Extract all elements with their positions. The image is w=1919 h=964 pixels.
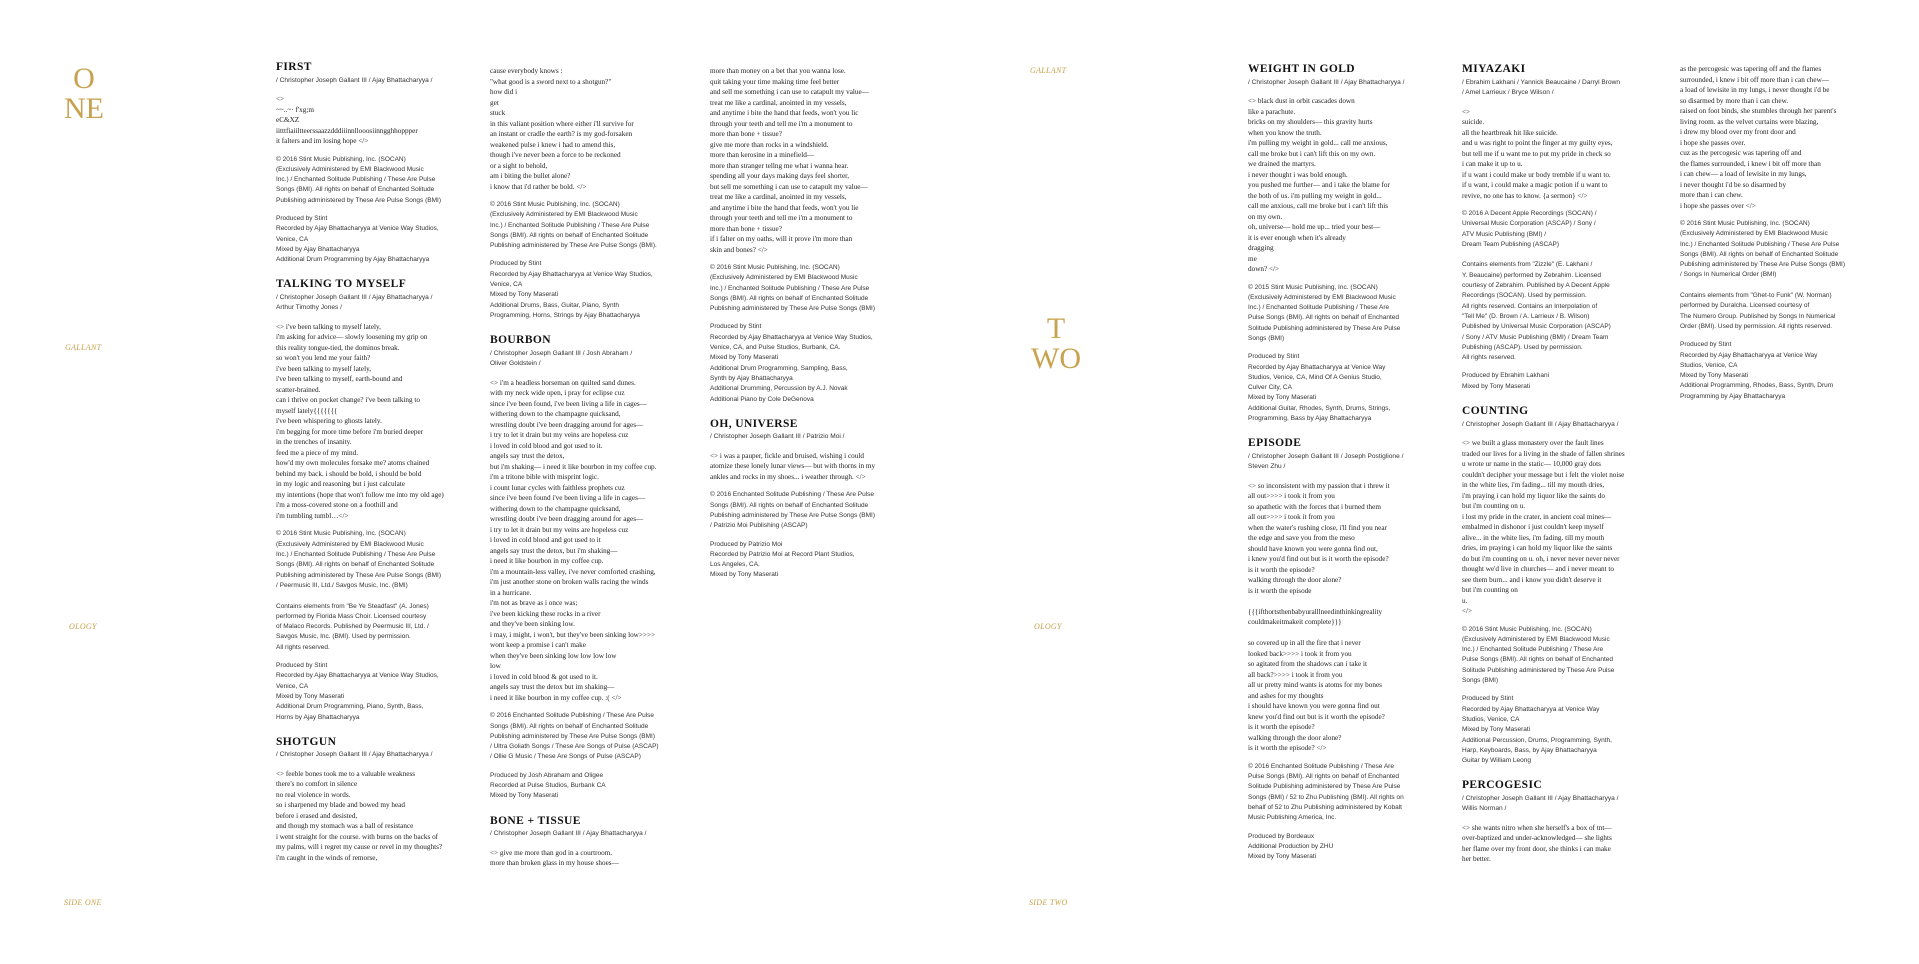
- song-publishing: © 2016 A Decent Apple Recordings (SOCAN) / Universal Music Corporation (ASCAP) / Sony / ATV Music Publishing (BMI) / Dream Team Publishing (ASCAP) Contains elements from "Zizzle" (E. Lakhani / Y. Beaucaine) performed by Zebrahim. Licensed courtesy of Zebrahim. Published by A Decent Apple Recordings (SOCAN). Used by permission. All rights reserved. Contains an Interpolation of "Tell Me" (D. Brown / A. Larrieux / B. Wilson) Published by Universal Music Corporation (ASCAP) / Sony / ATV Music Publishing (BMI) / Dream Team Publishing (ASCAP). Used by permission. All rights reserved.: [1462, 210, 1611, 362]
- song-lyrics: as the percogesic was tapering off and the flames surrounded, i knew i bit off more than i can chew— a load of lewisite in my lungs, i never thought i'd be so disarmed by more than i can chew. raised on foot binds, she stumbles through her parent's living room. as the velvet curtains were blazing, i drew my blood over my front door and i hope she passes over. cuz as the percogesic was tapering off and the flames surrounded, i knew i bit off more than i can chew— a load of lewisite in my lungs, i never thought i'd be so disarmed by more than i can chew. i hope she passes over </>: [1680, 65, 1837, 210]
- song-production: Produced by Stint Recorded by Ajay Bhattacharyya at Venice Way Studios, Venice, CA Mixed by Tony Maserati Additional Percussion, Drums, Programming, Synth, Harp, Keyboards, Bass, by Ajay Bhattacharyya Guitar by William Leong: [1462, 695, 1612, 765]
- song-publishing: © 2016 Enchanted Solitude Publishing / These Are Pulse Songs (BMI). All rights on behalf of Enchanted Solitude Publishing administered by These Are Pulse Songs (BMI) / Patrizio Moi Publishing (ASCAP): [710, 491, 875, 530]
- song-publishing: © 2016 Stint Music Publishing, Inc. (SOCAN) (Exclusively Administered by EMI Blackwood Music Inc.) / Enchanted Solitude Publishing / These Are Pulse Songs (BMI). All rights on behalf of Enchanted Solitude Publishing administered by These Are Pulse Songs (BMI).: [490, 201, 657, 250]
- song-publishing: © 2015 Stint Music Publishing, Inc. (SOCAN) (Exclusively Administered by EMI Blackwood Music Inc.) / Enchanted Solitude Publishing / These Are Pulse Songs (BMI). All rights on behalf of Enchanted Solitude Publishing administered by These Are Pulse Songs (BMI): [1248, 283, 1401, 342]
- song-production: Produced by Patrizio Moi Recorded by Patrizio Moi at Record Plant Studios, Los Angeles, CA. Mixed by Tony Maserati: [710, 540, 855, 579]
- song-production: Produced by Stint Recorded by Ajay Bhattacharyya at Venice Way Studios, Venice, CA Mixed by Tony Maserati Additional Drum Programming, Piano, Synth, Bass, Horns by Ajay Bhattacharyya: [276, 662, 439, 721]
- song-lyrics: <> we built a glass monastery over the fault lines traded our lives for a living in the shade of fallen shrines u wrote ur name in the static— 10,000 gray dots couldn't decipher your message but i felt the violet noise in the white lies, i'm fading... till my mouth dries, i'm praying i can hold my liquor like the saints do but i'm counting on u. i lost my pride in the crater, in ancient coal mines— embalmed in dishonor i just couldn't keep myself alive... in the white lies, i'm fading. till my mouth dries, im praying i can hold my liquor like the saints do but i'm counting on u. oh, i never never never never thought we'd live in churches— and i never meant to see them burn... and i know you didn't deserve it but i'm counting on u. </>: [1462, 439, 1625, 616]
- song-weight-in-gold: [1248, 64, 1443, 424]
- column-2: [490, 66, 685, 883]
- song-lyrics: <> ~~..~· f'xg;m eC&XZ iitttfiaiiltteerssaazzdddiiinnllooosiinngghhoppper it falters and im losing hope </>: [276, 95, 418, 145]
- song-bone-tissue: [490, 816, 685, 869]
- song-lyrics: <> give me more than god in a courtroom. more than broken glass in my house shoes—: [490, 848, 619, 868]
- song-lyrics: <> i've been talking to myself lately, i'm asking for advice— slowly loosening my grip on this reality tongue-tied, the dominos break. so won't you lend me your faith? i've been talking to myself lately, i've been talking to myself, earth-bound and scatter-brained. can i thrive on pocket change? i've been talking to myself lately{{{{{{{ i've been whispering to ghosts lately. i'm begging for more time before i'm buried deeper in the trenches of insanity. feed me a piece of my mind. how'd my own molecules forsake me? atoms chained behind my back. i should be bold, i should be bold in my logic and reasoning but i just calculate my intentions (hope that won't follow me into my old age) i'm a moss-covered stone on a foothill and i'm tumbling tumbl…</>: [276, 322, 444, 520]
- song-title: FIRST: [276, 61, 312, 73]
- column-6: [1680, 64, 1885, 416]
- song-production: Produced by Bordeaux Additional Production by ZHU Mixed by Tony Maserati: [1248, 832, 1334, 861]
- song-publishing: © 2016 Enchanted Solitude Publishing / These Are Pulse Songs (BMI). All rights on behalf of Enchanted Solitude Publishing administered by These Are Pulse Songs (BMI) / 52 to Zhu Publishing (BMI). All rights on behalf of 52 to Zhu Publishing administered by Kobalt Music Publishing America, Inc.: [1248, 762, 1404, 822]
- song-publishing: © 2016 Enchanted Solitude Publishing / These Are Pulse Songs (BMI). All rights on behalf of Enchanted Solitude Publishing administered by These Are Pulse Songs (BMI) / Ultra Goliath Songs / These Are Songs of Pulse (ASCAP) / Ollie G Music / These Are Songs of Pulse (ASCAP): [490, 712, 659, 761]
- song-lyrics: <> suicide. all the heartbreak hit like suicide. and u was right to point the finger at my guilty eyes, but tell me if u want me to put my pride in check so i can make it up to u. if u want i could make ur body tremble if u want to. if u want, i could make a magic potion if u want to revive, no one has to know. {a sermon} </>: [1462, 107, 1613, 200]
- song-production: Produced by Stint Recorded by Ajay Bhattacharyya at Venice Way Studios, Venice, CA Mixed by Tony Maserati Additional Drums, Bass, Guitar, Piano, Synth Programming, Horns, Strings by Ajay Bhattacharyya: [490, 260, 653, 319]
- song-title: BOURBON: [490, 334, 551, 347]
- song-shotgun-continued: [490, 66, 685, 321]
- song-production: Produced by Josh Abraham and Oligee Recorded at Pulse Studios, Burbank CA Mixed by Tony Maserati: [490, 771, 606, 800]
- side-one-title-ne: NE: [64, 92, 104, 125]
- song-writers: / Christopher Joseph Gallant III / Ajay Bhattacharyya /: [490, 830, 647, 838]
- song-percogesic: [1462, 780, 1657, 865]
- song-lyrics: <> feeble bones took me to a valuable weakness there's no comfort in silence no real violence in words. so i sharpened my blade and bowed my head before i erased and desisted, and though my stomach was a ball of resistance i went straight for the course. with burns on the backs of my palms, will i regret my cause or revel in my thoughts? i'm caught in the winds of remorse,: [276, 769, 443, 862]
- song-shotgun: [276, 737, 471, 864]
- song-publishing: © 2016 Stint Music Publishing, Inc. (SOCAN) (Exclusively Administered by EMI Blackwood Music Inc.) / Enchanted Solitude Publishing / These Are Pulse Songs (BMI). All rights on behalf of Enchanted Solitude Publishing administered by These Are Pulse Songs (BMI): [710, 264, 875, 313]
- song-production: Produced by Stint Recorded by Ajay Bhattacharyya at Venice Way Studios, Venice, CA, and Pulse Studios, Burbank, CA. Mixed by Tony Maserati Additional Drum Programming, Sampling, Bass, Synth by Ajay Bhattacharyya Additional Drumming, Percussion by A.J. Novak Additional Piano by Cole DeGenova: [710, 323, 873, 403]
- song-title: BONE + TISSUE: [490, 814, 581, 827]
- song-title: PERCOGESIC: [1462, 779, 1543, 792]
- column-4: [1248, 64, 1443, 877]
- song-production: Produced by Stint Recorded by Ajay Bhattacharyya at Venice Way Studios, Venice, CA Mixed by Tony Maserati Additional Programming, Rhodes, Bass, Synth, Drum Programming by Ajay Bhattacharyya: [1680, 341, 1834, 400]
- song-oh-universe: [710, 419, 905, 581]
- side-one-title-o: O: [73, 62, 95, 95]
- song-writers: / Christopher Joseph Gallant III / Ajay Bhattacharyya /: [276, 76, 433, 84]
- song-writers: / Christopher Joseph Gallant III / Josh Abraham / Oliver Goldstein /: [490, 349, 633, 368]
- side-one-ology-label: OLOGY: [69, 622, 97, 631]
- side-two-title-t: T: [1046, 312, 1066, 345]
- song-title: MIYAZAKI: [1462, 63, 1526, 75]
- column-3: [710, 66, 905, 595]
- song-talking-to-myself: [276, 279, 471, 722]
- song-writers: / Christopher Joseph Gallant III / Ajay Bhattacharyya / Arthur Timothy Jones /: [276, 293, 433, 312]
- song-writers: / Christopher Joseph Gallant III / Ajay Bhattacharyya / Willis Norman /: [1462, 794, 1619, 813]
- song-title: EPISODE: [1248, 437, 1302, 450]
- song-writers: / Christopher Joseph Gallant III / Patrizio Moi /: [710, 433, 845, 441]
- song-writers: / Christopher Joseph Gallant III / Ajay Bhattacharyya /: [276, 751, 433, 759]
- song-lyrics: <> so inconsistent with my passion that i threw it all out>>>> i took it from you so apathetic with the forces that i burned them all out>>>> i took it from you when the water's rushing close, i'll find you near the edge and save you from the meso should have known you were gonna find out, i knew you'd find out but is it worth the episode? is it worth the episode? walking through the door alone? is it worth the episode {{{ifthortsthenbabyuralllneedinthinkingreality couldmakeitmakeit complete}}} so covered up in all the fire that i never looked back>>>> i took it from you so agitated from the shadows can i take it all back?>>>> i took it from you all ur pretty mind wants is atoms for my bones and ashes for my thoughts i should have known you were gonna find out knew you'd find out but is it worth the episode? is it worth the episode? walking through the door alone? is it worth the episode? </>: [1248, 481, 1390, 753]
- column-1: [276, 62, 471, 877]
- song-writers: / Christopher Joseph Gallant III / Joseph Postiglione / Steven Zhu /: [1248, 452, 1404, 471]
- song-production: Produced by Stint Recorded by Ajay Bhattacharyya at Venice Way Studios, Venice, CA Mixed by Ajay Bhattacharyya Additional Drum Programming by Ajay Bhattacharyya: [276, 214, 439, 264]
- song-title: TALKING TO MYSELF: [276, 278, 407, 291]
- song-lyrics: cause everybody knows : "what good is a sword next to a shotgun?" how did i get stuck in this valiant position where either i'll survive for an instant or cradle the earth? is my god-forsaken weakened pulse i knew i had to amend this, though i've never been a force to be reckoned or a sight to behold, am i biting the bullet alone? i know that i'd rather be bold. </>: [490, 67, 634, 191]
- song-writers: / Christopher Joseph Gallant III / Ajay Bhattacharyya /: [1462, 420, 1619, 428]
- song-first: [276, 62, 471, 265]
- song-bourbon: [490, 335, 685, 801]
- song-publishing: © 2016 Stint Music Publishing, Inc. (SOCAN) (Exclusively Administered by EMI Blackwood Music Inc.) / Enchanted Solitude Publishing / These Are Pulse Songs (BMI). All rights on behalf of Enchanted Solitude Publishing administered by These Are Pulse Songs (BMI): [276, 155, 441, 204]
- song-percogesic-continued: [1680, 64, 1885, 402]
- side-one-gallant-label: GALLANT: [65, 343, 102, 352]
- side-two-gallant-label: GALLANT: [1030, 66, 1067, 75]
- song-counting: [1462, 406, 1657, 766]
- song-publishing: © 2016 Stint Music Publishing, Inc. (SOCAN) (Exclusively Administered by EMI Blackwood Music Inc.) / Enchanted Solitude Publishing / These Are Pulse Songs (BMI). All rights on behalf of Enchanted Solitude Publishing administered by These Are Pulse Songs (BMI) / Peermusic III, Ltd./ Savgos Music, Inc. (BMI) Contains elements from "Be Ye Steadfast" (A. Jones) performed by Florida Mass Choir. Licensed courtesy of Malaco Records. Published by Peermusic III, Ltd. / Savgos Music, Inc. (BMI). Used by permission. All rights reserved.: [276, 530, 441, 651]
- side-one-title: [54, 64, 114, 124]
- song-lyrics: <> black dust in orbit cascades down like a parachute. bricks on my shoulders— this gravity hurts when you know the truth. i'm pulling my weight in gold... call me anxious, call me broke but i can't lift this on my own. we drained the martyrs. i never thought i was bold enough. you pushed me further— and i take the blame for the both of us. i'm pulling my weight in gold... call me anxious, call me broke but i can't lift this on my own. oh, universe— hold me up... tried your best— it is ever enough when it's already dragging me down? </>: [1248, 97, 1390, 273]
- song-bone-tissue-continued: [710, 66, 905, 405]
- side-two-title: [1026, 314, 1086, 374]
- song-lyrics: <> i was a pauper, fickle and bruised, wishing i could atomize these lonely lunar views— but with thorns in my ankles and rocks in my shoes... i weather through. </>: [710, 451, 876, 481]
- song-title: COUNTING: [1462, 405, 1529, 418]
- song-publishing: © 2016 Stint Music Publishing, Inc. (SOCAN) (Exclusively Administered by EMI Blackwood Music Inc.) / Enchanted Solitude Publishing / These Are Pulse Songs (BMI). All rights on behalf of Enchanted Solitude Publishing administered by These Are Pulse Songs (BMI): [1462, 625, 1615, 685]
- song-production: Produced by Ebrahim Lakhani Mixed by Tony Maserati: [1462, 372, 1550, 390]
- song-production: Produced by Stint Recorded by Ajay Bhattacharyya at Venice Way Studios, Venice, CA, Mind Of A Genius Studio, Culver City, CA Mixed by Tony Maserati Additional Guitar, Rhodes, Synth, Drums, Strings, Programming, Bass by Ajay Bhattacharyya: [1248, 353, 1391, 423]
- side-two-ology-label: OLOGY: [1034, 622, 1062, 631]
- song-lyrics: more than money on a bet that you wanna lose. quit taking your time making time feel better and sell me something i can use to catapult my value— treat me like a cardinal, anointed in my vessels, and anytime i bite the hand that feeds, won't you lic through your teeth and tell me i'm a monument to more than bone + tissue? give me more than rocks in a windshield. more than kerosine in a minefield— more than stranger tellng me what i wanna hear. spending all your days making days feel shorter, but sell me something i can use to catapult my value— treat me like a cardinal, anointed in my vessels, and anytime i bite the hand that feeds, won't you lie through your teeth and tell me i'm a monument to more than bone + tissue? if i falter on my oaths, will it prove i'm more than skin and bones? </>: [710, 67, 869, 254]
- song-title: OH, UNIVERSE: [710, 417, 798, 430]
- song-lyrics: <> i'm a headless horseman on quilted sand dunes. with my neck wide open, i pray for eclipse cuz since i've been found, i've been living a life in cages— withering down to the champagne quicksand, wrestling doubt i've been dragging around for ages— i try to let it drain but my veins are hopeless cuz i loved in cold blood and got used to it. angels say trust the detox, but i'm shaking— i need it like bourbon in my coffee cup. i'm a tritone bible with misprint logic. i count lunar cycles with faithless prophets cuz since i've been found i've been living a life in cages— withering down to the champagne quicksand, wrestling doubt i've been dragging around for ages— i try to let it drain but my veins are hopeless cuz i loved in cold blood and got used to it angels say trust the detox, but i'm shaking— i need it like bourbon in my coffee cup. i'm a mountain-less valley, i've never comforted crashing, i'm just another stone on broken walls racing the winds in a hurricane. i'm not as brave as i once was; i've been kicking these rocks in a river and they've been sinking low. i may, i might, i won't, but they've been sinking low>>>> wont keep a promise i can't make when they've been sinking low low low low low i loved in cold blood & got used to it. angels say trust the detox but im shaking— i need it like bourbon in my coffee cup. :( </>: [490, 378, 657, 702]
- side-two-title-wo: WO: [1031, 342, 1081, 375]
- song-writers: / Christopher Joseph Gallant III / Ajay Bhattacharyya /: [1248, 78, 1405, 86]
- song-miyazaki: [1462, 64, 1657, 392]
- song-title: WEIGHT IN GOLD: [1248, 63, 1355, 75]
- side-one-side-label: SIDE ONE: [64, 898, 102, 907]
- column-5: [1462, 64, 1657, 879]
- side-two-side-label: SIDE TWO: [1029, 898, 1068, 907]
- song-writers: / Ebrahim Lakhani / Yannick Beaucaine / Darryl Brown / Amel Larrieux / Bryce Wilson /: [1462, 78, 1621, 96]
- song-title: SHOTGUN: [276, 735, 337, 748]
- song-episode: [1248, 438, 1443, 862]
- song-publishing: © 2016 Stint Music Publishing, Inc. (SOCAN) (Exclusively Administered by EMI Blackwood Music Inc.) / Enchanted Solitude Publishing / These Are Pulse Songs (BMI). All rights on behalf of Enchanted Solitude Publishing administered by These Are Pulse Songs (BMI) / Songs In Numerical Order (BMI) Contains elements from "Ghet-to Funk" (W. Norman) performed by Duralcha. Licensed courtesy of The Numero Group. Published by Songs In Numerical Order (BMI). Used by permission. All rights reserved.: [1680, 220, 1845, 330]
- song-lyrics: <> she wants nitro when she herself's a box of tnt— over-baptized and under-acknowledged— she lights her flame over my front door, she thinks i can make her better.: [1462, 823, 1612, 864]
